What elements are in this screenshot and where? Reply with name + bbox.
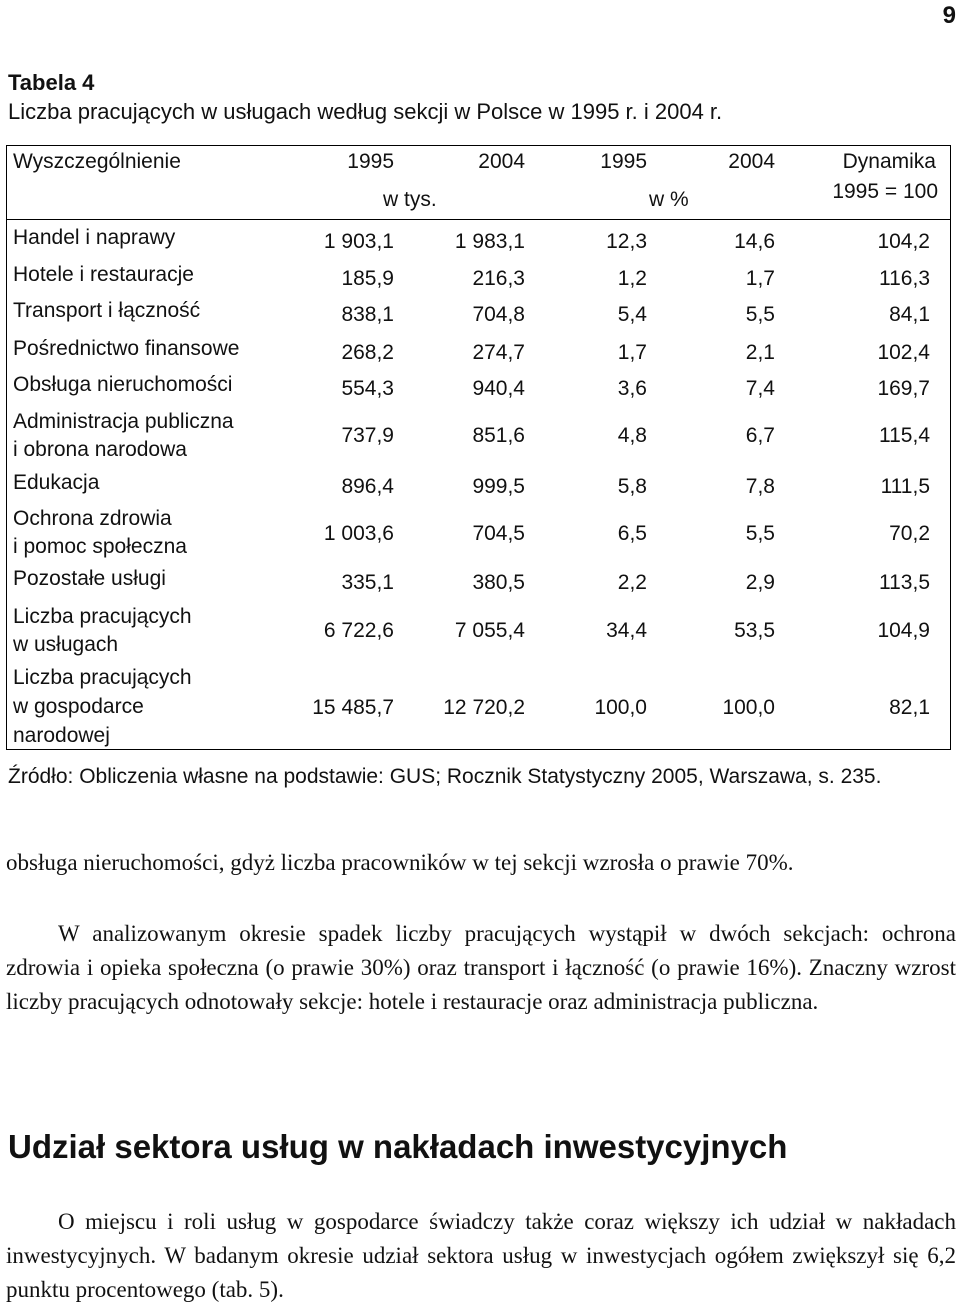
row-value: 274,7	[472, 341, 525, 364]
row-value: 116,3	[879, 267, 930, 290]
row-value: 7,8	[745, 475, 775, 498]
row-value: 2,9	[745, 571, 775, 594]
row-value: 851,6	[472, 424, 525, 447]
row-value: 5,5	[745, 522, 775, 545]
row-value: 5,5	[745, 303, 775, 326]
header-year-2004-percent: 2004	[728, 150, 775, 173]
row-value: 216,3	[472, 267, 525, 290]
page-number: 9	[942, 2, 956, 29]
row-value: 1 903,1	[323, 230, 394, 253]
header-year-1995-percent: 1995	[600, 150, 647, 173]
row-value: 268,2	[341, 341, 394, 364]
table-label: Tabela 4	[8, 70, 95, 95]
row-value: 940,4	[472, 377, 525, 400]
row-value: 838,1	[341, 303, 394, 326]
row-value: 169,7	[877, 377, 930, 400]
row-value: 704,8	[472, 303, 525, 326]
row-value: 15 485,7	[312, 696, 394, 719]
row-value: 1,2	[617, 267, 647, 290]
header-year-1995-thousands: 1995	[347, 150, 394, 173]
row-value: 6,5	[617, 522, 647, 545]
row-label: Pozostałe usługi	[13, 567, 166, 590]
row-value: 7,4	[745, 377, 775, 400]
row-value: 999,5	[472, 475, 525, 498]
header-year-2004-thousands: 2004	[478, 150, 525, 173]
header-unit-thousands: w tys.	[383, 188, 437, 211]
source-note: Źródło: Obliczenia własne na podstawie: GUS; Rocznik Statystyczny 2005, Warszawa, s. 235.	[8, 765, 882, 788]
row-value: 380,5	[472, 571, 525, 594]
row-value: 554,3	[341, 377, 394, 400]
row-value: 12 720,2	[443, 696, 525, 719]
row-value: 737,9	[341, 424, 394, 447]
row-value: 4,8	[617, 424, 647, 447]
row-label: Obsługa nieruchomości	[13, 373, 233, 396]
row-value: 12,3	[606, 230, 647, 253]
row-value: 6,7	[745, 424, 775, 447]
body-paragraph: O miejscu i roli usług w gospodarce świadczy także coraz większy ich udział w nakładach inwestycyjnych. W badanym okresie udział sektora usług w inwestycjach ogółem zwiększył się 6,2 punktu procentowego (tab. 5).	[6, 1209, 956, 1302]
body-paragraph: W analizowanym okresie spadek liczby pracujących wystąpił w dwóch sekcjach: ochrona zdrowia i opieka społeczna (o prawie 30%) oraz transport i łączność (o prawie 16%). Znaczny wzrost liczby pracujących odnotowały sekcje: hotele i restauracje oraz administracja publiczna.	[6, 921, 956, 1014]
row-value: 53,5	[734, 619, 775, 642]
row-value: 14,6	[734, 230, 775, 253]
header-unit-percent: w %	[649, 188, 689, 211]
row-label: Pośrednictwo finansowe	[13, 337, 240, 360]
row-label: Hotele i restauracje	[13, 263, 194, 286]
row-value: 5,4	[617, 303, 647, 326]
row-label: narodowej	[13, 724, 110, 747]
row-value: 1 003,6	[323, 522, 394, 545]
row-value: 1,7	[745, 267, 775, 290]
row-value: 34,4	[606, 619, 647, 642]
row-value: 1 983,1	[454, 230, 525, 253]
row-label: i obrona narodowa	[13, 438, 187, 461]
row-value: 3,6	[617, 377, 647, 400]
header-divider	[7, 219, 950, 220]
row-value: 84,1	[889, 303, 930, 326]
row-value: 111,5	[880, 475, 930, 498]
row-value: 82,1	[889, 696, 930, 719]
header-dynamics-base: 1995 = 100	[832, 180, 938, 203]
row-value: 100,0	[594, 696, 647, 719]
row-value: 2,1	[745, 341, 775, 364]
row-label: Handel i naprawy	[13, 226, 176, 249]
row-value: 6 722,6	[323, 619, 394, 642]
row-value: 104,9	[877, 619, 930, 642]
row-label: Administracja publiczna	[13, 410, 234, 433]
row-label: Edukacja	[13, 471, 100, 494]
row-value: 113,5	[879, 571, 930, 594]
row-value: 5,8	[617, 475, 647, 498]
section-heading: Udział sektora usług w nakładach inwestycyjnych	[8, 1128, 788, 1165]
row-value: 896,4	[341, 475, 394, 498]
row-value: 2,2	[617, 571, 647, 594]
row-label: w usługach	[13, 633, 119, 656]
body-paragraph: obsługa nieruchomości, gdyż liczba pracowników w tej sekcji wzrosła o prawie 70%.	[6, 850, 794, 875]
row-label: Liczba pracujących	[13, 666, 192, 689]
row-label: Transport i łączność	[13, 299, 201, 322]
row-value: 104,2	[877, 230, 930, 253]
row-value: 7 055,4	[454, 619, 525, 642]
row-value: 70,2	[889, 522, 930, 545]
row-value: 704,5	[472, 522, 525, 545]
header-first-column: Wyszczególnienie	[13, 150, 181, 173]
header-dynamics: Dynamika	[842, 150, 936, 173]
row-value: 115,4	[879, 424, 930, 447]
row-value: 1,7	[617, 341, 647, 364]
row-label: Ochrona zdrowia	[13, 507, 172, 530]
statistics-table	[6, 145, 951, 750]
row-value: 335,1	[341, 571, 394, 594]
row-label: Liczba pracujących	[13, 605, 192, 628]
row-value: 102,4	[877, 341, 930, 364]
row-label: w gospodarce	[13, 695, 144, 718]
row-value: 185,9	[341, 267, 394, 290]
row-value: 100,0	[722, 696, 775, 719]
row-label: i pomoc społeczna	[13, 535, 187, 558]
table-title: Liczba pracujących w usługach według sekcji w Polsce w 1995 r. i 2004 r.	[8, 99, 723, 124]
